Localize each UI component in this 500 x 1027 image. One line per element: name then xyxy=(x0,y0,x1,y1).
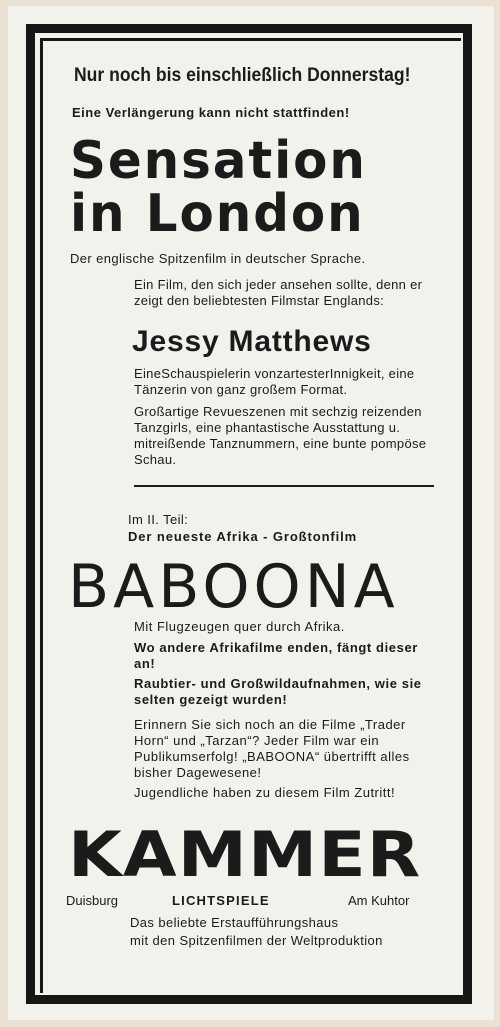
section-divider xyxy=(134,485,434,487)
film2-part-label: Im II. Teil: xyxy=(128,512,189,527)
cinema-city: Duisburg xyxy=(66,893,119,908)
film2-line1: Mit Flugzeugen quer durch Afrika. xyxy=(134,619,345,634)
film1-star-description: EineSchauspielerin vonzartesterInnigkeit, eine Tänzerin von ganz großem Format. xyxy=(134,366,415,397)
cinema-tagline-2: mit den Spitzenfilmen der Weltproduktion xyxy=(130,933,383,948)
headline-last-days: Nur noch bis einschließlich Donnerstag! xyxy=(74,64,411,86)
film2-title: BABOONA xyxy=(68,552,399,622)
film2-youth-note: Jugendliche haben zu diesem Film Zutritt! xyxy=(134,785,396,800)
headline-no-extension: Eine Verlängerung kann nicht stattfinden! xyxy=(72,105,350,120)
cinema-type: LICHTSPIELE xyxy=(172,893,270,908)
film1-intro: Ein Film, den sich jeder ansehen sollte, denn er zeigt den beliebtesten Filmstar Englands: xyxy=(134,277,423,308)
film2-bold-claim1: Wo andere Afrikafilme enden, fängt dieser an! xyxy=(134,640,418,671)
film2-bold-claim2: Raubtier- und Großwildaufnahmen, wie sie selten gezeigt wurden! xyxy=(134,676,422,707)
cinema-street: Am Kuhtor xyxy=(348,893,410,908)
cinema-name: KAMMER xyxy=(68,818,422,891)
cinema-tagline-1: Das beliebte Erstaufführungshaus xyxy=(130,915,339,930)
film2-paragraph: Erinnern Sie sich noch an die Filme „Trader Horn“ und „Tarzan“? Jeder Film war ein Publikumserfolg! „BABOONA“ übertrifft alles bisher Dagewesene! xyxy=(134,717,410,780)
film1-title-line1: Sensation xyxy=(70,131,367,191)
film1-highlights: Großartige Revueszenen mit sechzig reizenden Tanzgirls, eine phantastische Ausstattung u. mitreißende Tanznummern, eine bunte pompöse Schau. xyxy=(134,404,427,467)
film1-title-line2: in London xyxy=(70,184,365,244)
film2-part-description: Der neueste Afrika - Großtonfilm xyxy=(128,529,358,544)
film1-star-name: Jessy Matthews xyxy=(132,325,372,358)
film1-subtitle: Der englische Spitzenfilm in deutscher Sprache. xyxy=(70,251,366,266)
